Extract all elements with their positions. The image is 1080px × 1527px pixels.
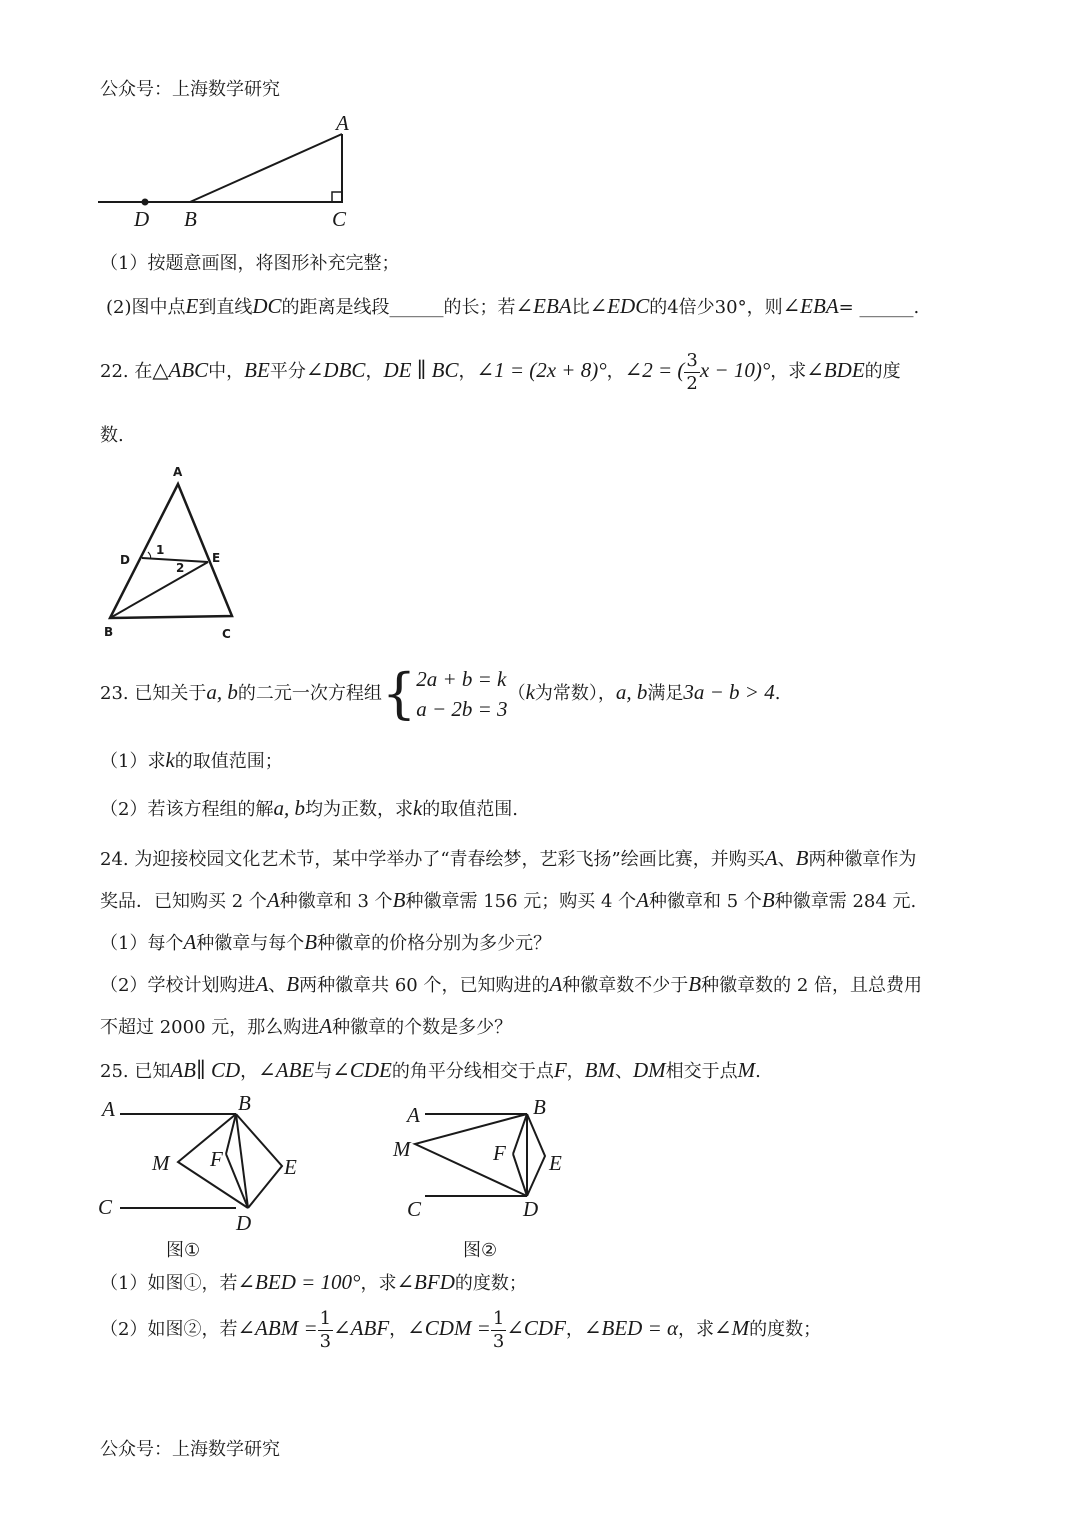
label-B: B [533, 1095, 546, 1119]
fraction-1-3-b: $\frac{1}{3}$ [492, 1307, 505, 1352]
page-header: 公众号：上海数学研究 [100, 79, 280, 100]
label-A: A [407, 1103, 420, 1127]
label-E: E [212, 551, 221, 565]
label-D: D [134, 207, 150, 231]
label-M: M [152, 1151, 170, 1175]
q24-line1: 24. 为迎接校园文化艺术节，某中学举办了“青春绘梦，艺彩飞扬”绘画比赛，并购买A、B两种徽章作为 [100, 846, 917, 870]
label-B: B [104, 625, 114, 639]
figure-q21 [90, 108, 370, 233]
q23-part2: （2）若该方程组的解a, b均为正数，求k的取值范围. [100, 796, 519, 820]
equation-system: 2a + b = k a − 2b = 3 [416, 667, 508, 721]
label-A: A [336, 111, 349, 135]
label-E: E [284, 1155, 297, 1179]
q21-part1: （1）按题意画图，将图形补充完整； [100, 253, 400, 274]
q22-statement: 22. 在△ABC中，BE平分∠DBC，DE ∥ BC，∠1 = (2x + 8)°，∠2 = ( $\frac{3}{2}$ x − 10)°，求∠BDE的度 [100, 349, 901, 394]
label-F: F [210, 1147, 223, 1171]
figure-q25-1 [90, 1092, 320, 1262]
label-C: C [98, 1195, 113, 1219]
label-M: M [393, 1137, 411, 1161]
label-C: C [332, 207, 347, 231]
label-C: C [407, 1197, 422, 1221]
label-D: D [523, 1197, 539, 1221]
q25-statement: 25. 已知AB∥ CD，∠ABE与∠CDE的角平分线相交于点F，BM、DM相交于点M. [100, 1058, 761, 1082]
q21-part2: (2)图中点E到直线DC的距离是线段______的长；若∠EBA比∠EDC的4倍少30°，则∠EBA= ______. [106, 294, 920, 318]
q25-part2: （2）如图②，若∠ABM = $\frac{1}{3}$ ∠ABF，∠CDM = $\frac{1}{3}$ ∠CDF，∠BED = α，求∠M的度数； [100, 1307, 822, 1352]
figure-q25-2 [385, 1092, 585, 1262]
label-F: F [493, 1141, 506, 1165]
q23-part1: （1）求k的取值范围； [100, 748, 283, 772]
page-footer: 公众号：上海数学研究 [100, 1439, 280, 1460]
label-B: B [184, 207, 197, 231]
label-B: B [238, 1092, 251, 1115]
q24-line2: 奖品．已知购买 2 个A种徽章和 3 个B种徽章需 156 元；购买 4 个A种徽章和 5 个B种徽章需 284 元. [100, 888, 917, 912]
figure-2-caption: 图② [463, 1240, 498, 1261]
label-2: 2 [176, 561, 185, 575]
q24-part2-line2: 不超过 2000 元，那么购进A种徽章的个数是多少？ [100, 1014, 513, 1038]
label-A: A [173, 465, 183, 479]
q23-statement: 23. 已知关于a, b的二元一次方程组{ 2a + b = k a − 2b = 3 （k为常数），a, b满足3a − b > 4. [100, 662, 781, 725]
label-E: E [549, 1151, 562, 1175]
fraction-1-3-a: $\frac{1}{3}$ [319, 1307, 332, 1352]
q25-part1: （1）如图①，若∠BED = 100°，求∠BFD的度数； [100, 1270, 527, 1294]
label-1: 1 [156, 543, 165, 557]
figure-1-caption: 图① [166, 1240, 201, 1261]
fraction-3-2: $\frac{3}{2}$ [686, 349, 698, 394]
q22-line2: 数. [100, 425, 124, 446]
label-A: A [102, 1097, 115, 1121]
label-C: C [222, 627, 231, 641]
figure-q22 [100, 462, 250, 644]
q24-part2: （2）学校计划购进A、B两种徽章共 60 个，已知购进的A种徽章数不少于B种徽章数的 2 倍，且总费用 [100, 972, 923, 996]
q24-part1: （1）每个A种徽章与每个B种徽章的价格分别为多少元？ [100, 930, 552, 954]
label-D: D [120, 553, 130, 567]
system-brace: { [381, 662, 417, 725]
label-D: D [236, 1211, 252, 1235]
